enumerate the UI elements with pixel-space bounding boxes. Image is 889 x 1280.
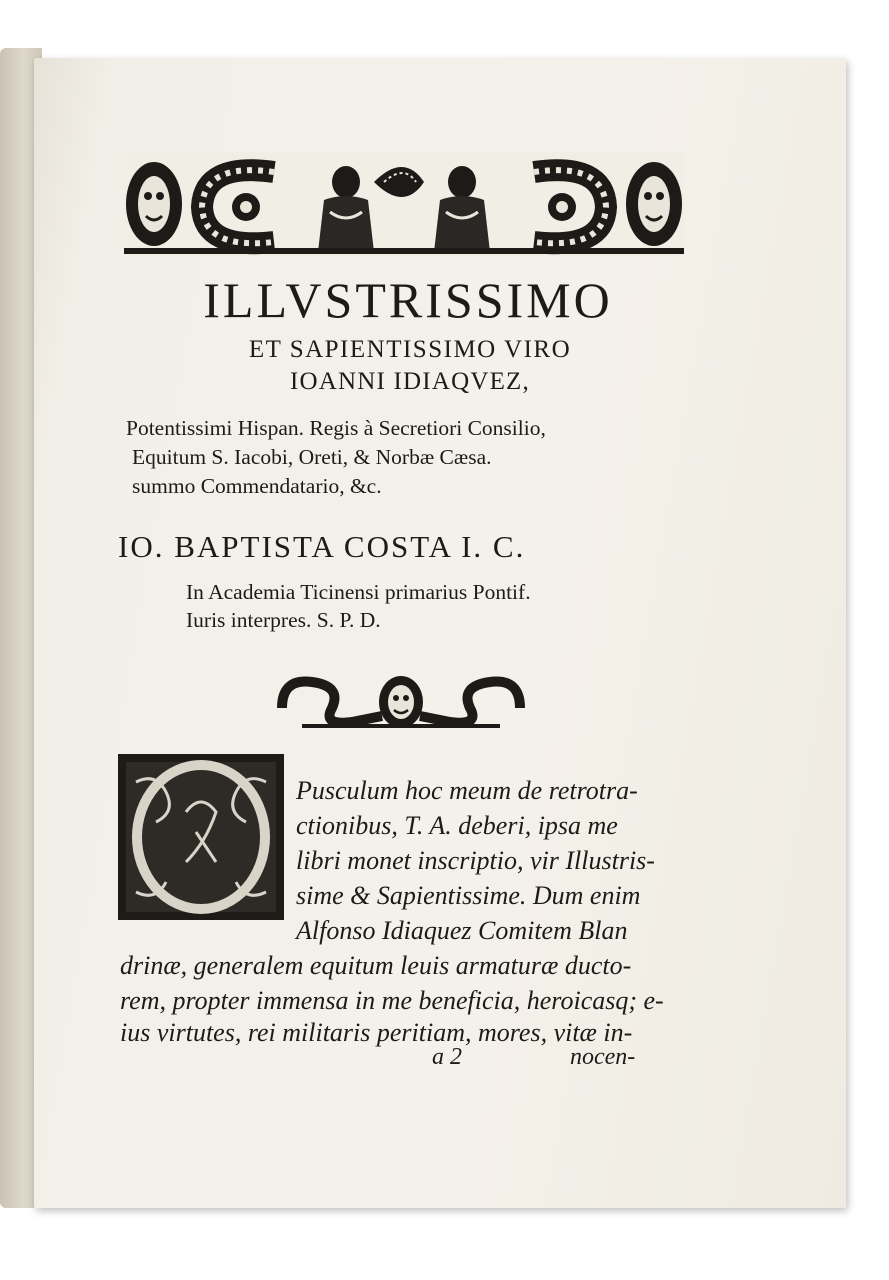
catchword: nocen- bbox=[570, 1044, 636, 1070]
signature-mark: a 2 bbox=[432, 1044, 462, 1070]
body-text-line: ctionibus, T. A. deberi, ipsa me bbox=[296, 811, 618, 840]
body-text-line: sime & Sapientissime. Dum enim bbox=[296, 881, 641, 910]
author-description-line: In Academia Ticinensi primarius Pontif. bbox=[186, 580, 531, 604]
dedicatee-title-line: summo Commendatario, &c. bbox=[132, 474, 382, 498]
body-text-line: rem, propter immensa in me beneficia, heroicasq; e- bbox=[120, 986, 664, 1015]
woodcut-ornament bbox=[272, 668, 530, 730]
body-text-line: drinæ, generalem equitum leuis armaturæ ducto- bbox=[120, 951, 632, 980]
dedication-subheading: ET SAPIENTISSIMO VIRO bbox=[248, 336, 572, 363]
dedication-heading: ILLVSTRISSIMO bbox=[203, 272, 613, 328]
author-name: IO. BAPTISTA COSTA I. C. bbox=[118, 529, 526, 564]
author-description-line: Iuris interpres. S. P. D. bbox=[186, 608, 381, 632]
body-text-line: libri monet inscriptio, vir Illustris- bbox=[296, 846, 655, 875]
woodcut-headpiece bbox=[124, 152, 684, 256]
drop-cap-frame-icon bbox=[116, 752, 286, 922]
dedicatee-name: IOANNI IDIAQVEZ, bbox=[290, 368, 530, 395]
body-text-line: ius virtutes, rei militaris peritiam, mores, vitæ in- bbox=[120, 1018, 633, 1047]
dedicatee-title-line: Potentissimi Hispan. Regis à Secretiori Consilio, bbox=[126, 416, 546, 440]
body-text-line: Pusculum hoc meum de retrotra- bbox=[296, 776, 638, 805]
dedicatee-title-line: Equitum S. Iacobi, Oreti, & Norbæ Cæsa. bbox=[132, 445, 492, 469]
body-text-line: Alfonso Idiaquez Comitem Blan bbox=[296, 916, 628, 945]
decorated-drop-cap bbox=[116, 752, 286, 922]
